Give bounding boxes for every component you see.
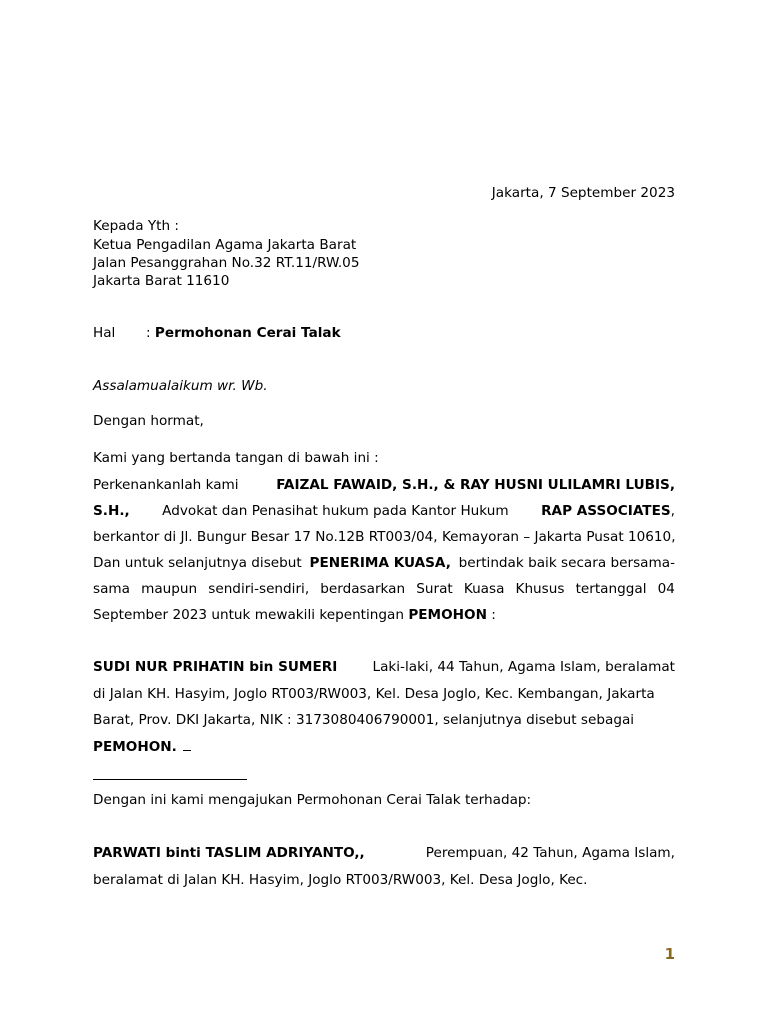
recipient-address: Jalan Pesanggrahan No.32 RT.11/RW.05	[93, 255, 360, 271]
paragraph-1-line-4: Dan untuk selanjutnya disebut PENERIMA KUASA, bertindak baik secara bersama-	[93, 555, 675, 571]
respondent-name: PARWATI binti TASLIM ADRIYANTO,,	[93, 845, 365, 861]
paragraph-1-line-5: sama maupun sendiri-sendiri, berdasarkan Surat Kuasa Khusus tertanggal 04	[93, 581, 675, 597]
paragraph-1-line-6: September 2023 untuk mewakili kepentingan PEMOHON :	[93, 607, 496, 623]
islamic-greeting: Assalamualaikum wr. Wb.	[93, 378, 268, 394]
paragraph-1-line-2: S.H., Advokat dan Penasihat hukum pada Kantor Hukum RAP ASSOCIATES,	[93, 503, 675, 519]
subject-label: Hal	[93, 325, 116, 341]
paragraph-2-line-4: PEMOHON.	[93, 739, 191, 755]
intro-line: Kami yang bertanda tangan di bawah ini :	[93, 450, 379, 466]
subject-value: Permohonan Cerai Talak	[154, 325, 341, 341]
horizontal-rule	[93, 779, 247, 780]
recipient-salutation: Kepada Yth :	[93, 218, 179, 234]
page-number: 1	[664, 945, 675, 963]
law-firm-name: RAP ASSOCIATES	[541, 503, 671, 519]
paragraph-1-line-3: berkantor di Jl. Bungur Besar 17 No.12B RT003/04, Kemayoran – Jakarta Pusat 10610,	[93, 529, 676, 545]
paragraph-2-line-2: di Jalan KH. Hasyim, Joglo RT003/RW003, Kel. Desa Joglo, Kec. Kembangan, Jakarta	[93, 686, 655, 702]
petitioner-name: SUDI NUR PRIHATIN bin SUMERI	[93, 659, 338, 675]
paragraph-4-line-2: beralamat di Jalan KH. Hasyim, Joglo RT003/RW003, Kel. Desa Joglo, Kec.	[93, 872, 588, 888]
letter-date: Jakarta, 7 September 2023	[491, 185, 675, 201]
paragraph-2-line-3: Barat, Prov. DKI Jakarta, NIK : 3173080406790001, selanjutnya disebut sebagai	[93, 712, 635, 728]
paragraph-4-line-1: PARWATI binti TASLIM ADRIYANTO,, Perempuan, 42 Tahun, Agama Islam,	[93, 845, 675, 861]
paragraph-2-line-1: SUDI NUR PRIHATIN bin SUMERI Laki-laki, 44 Tahun, Agama Islam, beralamat	[93, 659, 675, 675]
paragraph-3: Dengan ini kami mengajukan Permohonan Cerai Talak terhadap:	[93, 792, 532, 808]
recipient-city: Jakarta Barat 11610	[93, 273, 230, 289]
paragraph-1-line-1: Perkenankanlah kami FAIZAL FAWAID, S.H., & RAY HUSNI ULILAMRI LUBIS,	[93, 477, 675, 493]
subject-line	[93, 325, 341, 341]
greeting: Dengan hormat,	[93, 413, 204, 429]
subject-colon: :	[146, 325, 151, 341]
recipient-name: Ketua Pengadilan Agama Jakarta Barat	[93, 237, 357, 253]
advocate-names: FAIZAL FAWAID, S.H., & RAY HUSNI ULILAMRI LUBIS,	[276, 477, 675, 493]
